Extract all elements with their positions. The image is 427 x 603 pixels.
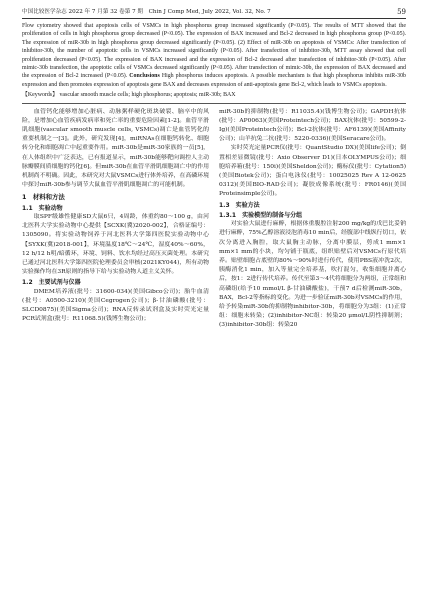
left-column [22,108,209,331]
reagents-continued-paragraph: miR-30b的抑制物(批号：R11035.4)(钱博生物公司)；GAPDH抗体(批号：AP0063)(美国Proteintech公司)；BAX抗体(批号：50599-2-Ig)(美国Proteintech公司)；Bcl-2抗体(批号：AF6139)(美国Affinity公司)；山羊抗兔二抗(批号：5220-0336)(美国Seracare公司)。 [219,108,406,143]
right-column [219,108,406,331]
abstract [22,22,406,89]
abstract-conclusion-label: Conclusions [129,73,160,80]
page-number: 59 [397,8,406,16]
keywords [22,91,406,99]
subsection-heading-methods: 1.3 实验方法 [219,201,260,209]
subsection-heading-animals: 1.1 实验动物 [22,204,63,212]
instruments-paragraph: 实时荧光定量PCR仪(批号：QuantStudio DX)(美国life公司)；倒置相差显微镜(批号：Axio Observer D1)(日本OLYMPUS公司)；细胞培养箱(批号：150i)(美国Sheldon公司)；酶标仪(批号：Cytation5)(美国Biotek公司)；蛋白电泳仪(批号：10025025 Rev A 12-0625 0312)(美国BIO-RAD公司)；凝胶成像系统(批号：FR0146)(美国Proteinsimple公司)。 [219,145,406,198]
reagents-paragraph: DMEM培养液(批号：31600-034)(美国Gibco公司)；胎牛血清(批号：A0500-3210)(美国Cegrogen公司)；β-甘油磷酸(批号：SLCD0875)(美国Sigma公司)；RNA反转录试剂盒及实时荧光定量PCR试剂盒(批号：R11068.5)(钱博生物公司)； [22,288,209,323]
page [22,9,406,595]
animals-paragraph: 取SPF级雄性健康SD大鼠6只，4周龄，体重约80～100 g，由河北医科大学实验动物中心提供【SCXK(冀)2020-002】，合格证编号：1305090。将实验动物饲养于河北医科大学第四医院实验动物中心【SYXK(冀)2018-001】，环境温度18℃～24℃，湿度40%～60%，12 h/12 h明/暗循环，环境、饲料、饮水均经过高压灭菌处理。本研究已通过河北医科大学第四医院伦理委员会审核(2021KY044)，所有动物实验操作均在3R原则的指导下给与实验动物人道主义关怀。 [22,213,209,276]
keywords-text: vascular smooth muscle cells; high phosphorus; apoptosis; miR-30b; BAX [59,92,236,99]
subsection-heading-reagents: 1.2 主要试剂与仪器 [22,279,81,287]
model-grouping-paragraph: 对实验大鼠进行麻醉，根据体重腹腔注射200 mg/kg的戊巴比妥钠进行麻醉，75%乙醇溶液浸泡消毒10 min后，经腹部中线纵行切口，依次分离进入胸腔，取大鼠胸主动脉，分离中膜层，剪成1 mm×1 mm×1 mm的小块，均匀铺于瓶底，组织贴壁后对VSMCs行原代培养。贴壁细胞占底壁的80%～90%时进行传代，使用PBS液冲洗2次，胰酶消化1 min，加入等量完全培养基，吹打混匀，收集细胞并离心后，按1：2进行传代培养。传代至第3～4代将细胞分为两组，正常组和高磷组(给予10 mmol/L β-甘油磷酸盐)，干预7 d后检测miR-30b，BAX，Bcl-2等指标的变化。为进一步验证miR-30b对VSMCs的作用，给予转染miR-30b的抑制物inhibitor-30b，将细胞分为3组：(1)正常组：细胞未转染；(2)inhibitor-NC组：转染20 μmol/L阴性抑制剂；(3)inhibitor-30b组：转染20 [219,221,406,329]
running-header [22,9,406,19]
keywords-label: 【Keywords】 [22,92,58,99]
section-divider [22,103,406,104]
intro-paragraph: 血管钙化能够增加心脏病、动脉粥样硬化斑块破裂、脑卒中的风险，是增加心血管疾病发病率和死亡率的重要危险因素[1-2]。血管平滑肌细胞(vascular smooth muscle cells, VSMCs)凋亡是血管钙化的重要机制之一[3]。此外，研究发现[4]，miRNAs在细胞钙转化、细胞转分化和细胞凋亡中起重要作用。miR-30b是miR-30家族的一员[5]，在人体组织中广泛表达，已有报道显示，miR-30b能够靶向调控人主动脉瓣膜间质细胞的钙化[6]。但miR-30b在血管平滑肌细胞凋亡中的作用机制尚不明确。因此，本研究对大鼠VSMCs进行体外培养，在高磷环境中探讨miR-30b参与调节大鼠血管平滑肌细胞凋亡的可能机制。 [22,108,209,189]
journal-citation: 中国比较医学杂志 2022 年 7 月第 32 卷第 7 期 Chin J Comp Med, July 2022, Vol. 32, No. 7 [22,9,271,15]
body-columns [22,108,406,331]
section-heading-materials-methods: 1 材料和方法 [22,193,65,202]
abstract-results-text: Flow cytometry showed that apoptosis cells of VSMCs in high phosphorus group increased significantly (P<0.05). The results of MTT showed that the proliferation of cells in high phosphorus group decreased (P<0.05). The expression of BAX increased and Bcl-2 decreased in high phosphorus group (P<0.05). The expression of miR-30b in high phosphorus group decreased significantly (P<0.05). (2) Effect of miR-30b on apoptosis of VSMCs: After transfection of inhibitor-30b, the number of apoptotic cells in VSMCs increased significantly (P<0.05). After transfection of inhibitor-30b, MTT assay showed that cell proliferation decreased (P<0.05). The expression of BAX increased and the expression of Bcl-2 decreased after transfection of inhibitor-30b (P<0.05). After mimic-30b transfection, the apoptotic cells of VSMCs decreased significantly (P<0.05). After transfection of mimic-30b, the expression of BAX decreased and the expression of Bcl-2 increased (P<0.05). [22,23,406,80]
abstract-conclusion-text: High phosphorus induces apoptosis. A possible mechanism is that high phosphorus inhibits miR-30b expression and then promotes expression of apoptosis gene BAX and decreases expression of anti-apoptosis gene Bcl-2, which leads to VSMCs apoptosis. [22,73,406,88]
subsection-heading-model-grouping: 1.3.1 实验模型的制备与分组 [219,211,303,219]
